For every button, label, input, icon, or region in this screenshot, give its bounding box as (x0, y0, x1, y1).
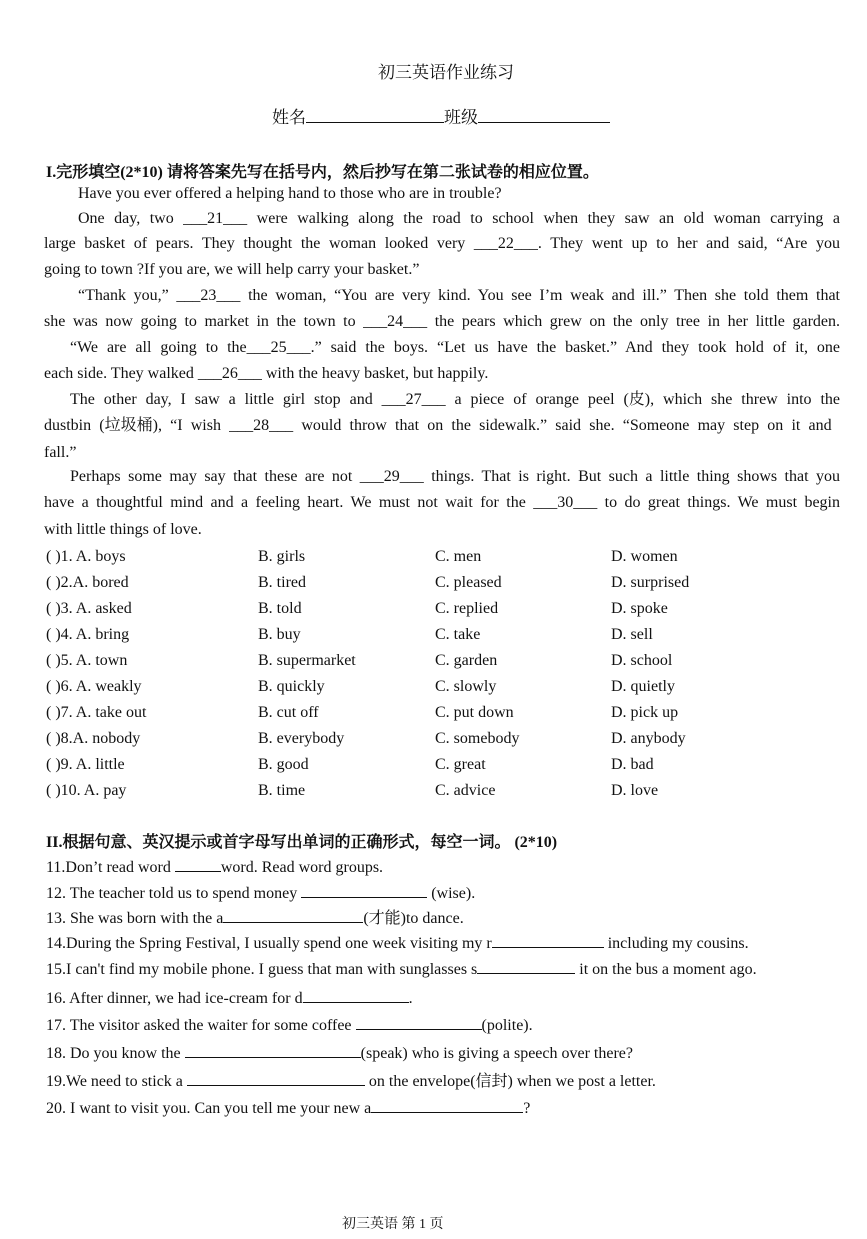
answer-blank[interactable] (301, 883, 427, 898)
question-option-b: B. buy (258, 626, 301, 643)
question-option-d: D. spoke (611, 600, 668, 617)
question-option-b: B. everybody (258, 730, 345, 747)
passage-line: each side. They walked ___26___ with the heavy basket, but happily. (44, 365, 489, 382)
passage-line: going to town ?If you are, we will help carry your basket.” (44, 261, 420, 278)
passage-line: Have you ever offered a helping hand to those who are in trouble? (78, 185, 502, 202)
passage-line: One day, two ___21___ were walking along the road to school when they saw an old woman carrying a (78, 210, 840, 227)
passage-line: large basket of pears. They thought the woman looked very ___22___. They went up to her and said, “Are you (44, 235, 840, 252)
question-option-c: C. somebody (435, 730, 520, 747)
fill-in-item (46, 959, 757, 978)
question-option-d: D. sell (611, 626, 653, 643)
item-text: (才能)to dance. (363, 910, 464, 927)
passage-line: fall.” (44, 444, 77, 461)
question-option-c: C. take (435, 626, 481, 643)
question-option-c: C. great (435, 756, 486, 773)
passage-line: she was now going to market in the town to ___24___ the pears which grew on the only tree in her little garden. (44, 313, 840, 330)
question-option-c: C. replied (435, 600, 499, 617)
question-option-b: B. girls (258, 548, 306, 565)
item-text: 12. The teacher told us to spend money (46, 885, 302, 902)
fill-in-item (46, 1098, 530, 1117)
passage-line: The other day, I saw a little girl stop and ___27___ a piece of orange peel (皮), which she threw into the (70, 391, 840, 408)
item-text: 14.During the Spring Festival, I usually spend one week visiting my r (46, 935, 492, 952)
question-option-a[interactable]: ( )5. A. town (46, 652, 128, 669)
fill-in-item (46, 988, 413, 1007)
answer-blank[interactable] (492, 933, 604, 948)
item-text: including my cousins. (603, 935, 749, 952)
passage-line: Perhaps some may say that these are not ___29___ things. That is right. But such a little thing shows that you (70, 468, 840, 485)
fill-in-item (46, 883, 475, 902)
passage-line: with little things of love. (44, 521, 202, 538)
fill-in-item (46, 908, 464, 927)
item-text: 17. The visitor asked the waiter for some coffee (46, 1017, 356, 1034)
question-option-b: B. quickly (258, 678, 325, 695)
question-option-a[interactable]: ( )1. A. boys (46, 548, 126, 565)
question-option-b: B. time (258, 782, 306, 799)
section1-heading: I.完形填空(2*10) 请将答案先写在括号内，然后抄写在第二张试卷的相应位置。 (46, 164, 599, 181)
fill-in-item (46, 1043, 633, 1062)
page-footer: 初三英语 第 1 页 (342, 1217, 444, 1232)
item-text: (speak) who is giving a speech over there? (360, 1045, 633, 1062)
question-option-d: D. school (611, 652, 673, 669)
item-text: 13. She was born with the a (46, 910, 224, 927)
question-option-a[interactable]: ( )4. A. bring (46, 626, 130, 643)
class-field[interactable] (478, 108, 610, 123)
question-option-c: C. put down (435, 704, 514, 721)
question-option-d: D. love (611, 782, 659, 799)
answer-blank[interactable] (371, 1098, 523, 1113)
page-title: 初三英语作业练习 (378, 63, 514, 82)
question-option-c: C. advice (435, 782, 496, 799)
passage-line: “Thank you,” ___23___ the woman, “You are very kind. You see I’m weak and ill.” Then she told them that (78, 287, 840, 304)
answer-blank[interactable] (175, 857, 221, 872)
answer-blank[interactable] (187, 1071, 365, 1086)
question-option-c: C. pleased (435, 574, 502, 591)
answer-blank[interactable] (477, 959, 575, 974)
question-option-b: B. told (258, 600, 302, 617)
fill-in-item (46, 857, 383, 876)
item-text: (polite). (481, 1017, 533, 1034)
passage-line: “We are all going to the___25___.” said the boys. “Let us have the basket.” And they took hold of it, one (70, 339, 840, 356)
question-option-a[interactable]: ( )9. A. little (46, 756, 125, 773)
question-option-c: C. slowly (435, 678, 497, 695)
class-label: 班级 (444, 108, 478, 127)
item-text: 20. I want to visit you. Can you tell me your new a (46, 1100, 372, 1117)
question-option-a[interactable]: ( )2.A. bored (46, 574, 129, 591)
item-text: 11.Don’t read word (46, 859, 175, 876)
question-option-d: D. quietly (611, 678, 675, 695)
question-option-d: D. bad (611, 756, 654, 773)
passage-line: have a thoughtful mind and a feeling heart. We must not wait for the ___30___ to do great things. We must begin (44, 494, 840, 511)
question-option-b: B. good (258, 756, 309, 773)
fill-in-item (46, 933, 749, 952)
section2-heading: II.根据句意、英汉提示或首字母写出单词的正确形式，每空一词。 (2*10) (46, 834, 558, 851)
item-text: it on the bus a moment ago. (575, 961, 757, 978)
passage-line: dustbin (垃圾桶), “I wish ___28___ would throw that on the sidewalk.” said she. “Someone may step on it and (44, 417, 832, 434)
fill-in-item (46, 1071, 656, 1090)
answer-blank[interactable] (303, 988, 409, 1003)
question-option-b: B. supermarket (258, 652, 356, 669)
question-option-a[interactable]: ( )3. A. asked (46, 600, 132, 617)
answer-blank[interactable] (356, 1015, 482, 1030)
fill-in-item (46, 1015, 533, 1034)
question-option-a[interactable]: ( )8.A. nobody (46, 730, 141, 747)
question-option-b: B. cut off (258, 704, 319, 721)
item-text: ? (523, 1100, 531, 1117)
question-option-c: C. garden (435, 652, 498, 669)
item-text: 15.I can't find my mobile phone. I guess that man with sunglasses s (46, 961, 478, 978)
name-label: 姓名 (272, 108, 306, 127)
answer-blank[interactable] (185, 1043, 361, 1058)
question-option-a[interactable]: ( )10. A. pay (46, 782, 127, 799)
student-info-row (272, 108, 610, 126)
name-field[interactable] (306, 108, 444, 123)
item-text: 18. Do you know the (46, 1045, 185, 1062)
item-text: 19.We need to stick a (46, 1073, 187, 1090)
question-option-a[interactable]: ( )7. A. take out (46, 704, 147, 721)
question-option-d: D. pick up (611, 704, 679, 721)
item-text: (wise). (427, 885, 476, 902)
question-option-c: C. men (435, 548, 482, 565)
question-option-d: D. anybody (611, 730, 686, 747)
question-option-a[interactable]: ( )6. A. weakly (46, 678, 142, 695)
question-option-b: B. tired (258, 574, 306, 591)
question-option-d: D. surprised (611, 574, 690, 591)
question-option-d: D. women (611, 548, 678, 565)
item-text: on the envelope(信封) when we post a letter. (364, 1073, 656, 1090)
item-text: . (408, 990, 413, 1007)
item-text: word. Read word groups. (220, 859, 384, 876)
item-text: 16. After dinner, we had ice-cream for d (46, 990, 303, 1007)
answer-blank[interactable] (223, 908, 363, 923)
